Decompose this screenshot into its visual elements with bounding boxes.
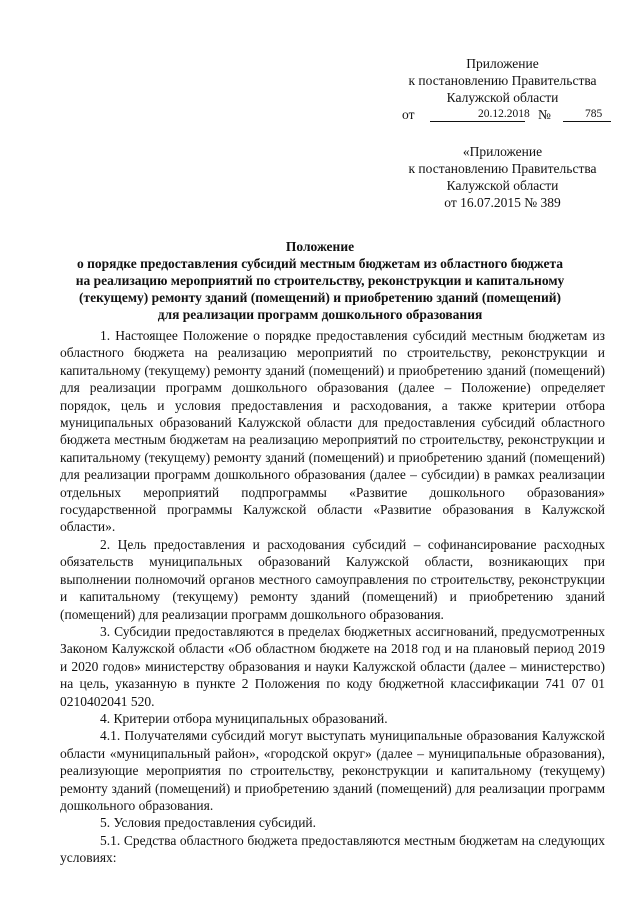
- title-line-1: о порядке предоставления субсидий местным бюджетам из областного бюджета: [76, 256, 564, 271]
- annex-title: Приложение: [466, 56, 539, 71]
- annex-old-date-line: от 16.07.2015 № 389: [444, 195, 561, 210]
- title-line-4: для реализации программ дошкольного образования: [157, 307, 483, 322]
- paragraph-4: 4. Критерии отбора муниципальных образований.: [100, 710, 388, 726]
- annex-header-original: [390, 143, 615, 211]
- title-line-3: (текущему) ремонту зданий (помещений) и приобретению зданий (помещений): [78, 290, 562, 305]
- paragraph-1: 1. Настоящее Положение о порядке предоставления субсидий местным бюджетам из областного бюджета на реализацию мероприятий по строительству, реконструкции и капитальному (текущему) ремонту зданий (помещений) и приобретению зданий (помещений) для реализации программ дошкольного образования (далее – Положение) определяет порядок, цель и условия предоставления и расходования, а также критерии отбора муниципальных образований Калужской области для предоставления субсидий областного бюджета местным бюджетам на реализацию мероприятий по строительству, реконструкции и капитальному (текущему) ремонту зданий (помещений) и приобретению зданий (помещений) для реализации программ дошкольного образования (далее – субсидии) в рамках реализации отдельных мероприятий подпрограммы «Развитие дошкольного образования» государственной программы Калужской области «Развитие образования в Калужской области».: [60, 328, 605, 535]
- annex-resolution-line: к постановлению Правительства: [408, 73, 597, 88]
- order-number: 785: [585, 108, 603, 120]
- annex-old-resolution-line: к постановлению Правительства: [408, 161, 597, 176]
- paragraph-3: 3. Субсидии предоставляются в пределах бюджетных ассигнований, предусмотренных Законом Калужской области «Об областном бюджете на 2018 год и на плановый период 2019 и 2020 годов» министерству образования и науки Калужской области (далее – министерство) на цель, указанную в пункте 2 Положения по коду бюджетной классификации 741 07 01 0210402041 520.: [60, 623, 605, 709]
- from-label: от: [402, 107, 415, 122]
- document-body: [60, 327, 605, 867]
- paragraph-5-1: 5.1. Средства областного бюджета предоставляются местным бюджетам на следующих условиях:: [60, 832, 605, 866]
- annex-order-row: [390, 106, 615, 123]
- order-date: 20.12.2018: [478, 108, 530, 120]
- document-title: [60, 238, 580, 323]
- annex-old-region-line: Калужской области: [446, 178, 559, 193]
- title-heading: Положение: [285, 239, 355, 254]
- paragraph-2: 2. Цель предоставления и расходования субсидий – софинансирование расходных обязательств муниципальных образований Калужской области, возникающих при выполнении полномочий органов местного самоуправления по строительству, реконструкции и капитальному (текущему) ремонту зданий (помещений) и приобретению зданий (помещений) для реализации программ дошкольного образования.: [60, 536, 605, 622]
- paragraph-4-1: 4.1. Получателями субсидий могут выступать муниципальные образования Калужской области «муниципальный район», «городской округ» (далее – муниципальные образования), реализующие мероприятия по строительству, реконструкции и капитальному (текущему) ремонту зданий (помещений) и приобретению зданий (помещений) для реализации программ дошкольного образования.: [60, 728, 605, 813]
- title-line-2: на реализацию мероприятий по строительству, реконструкции и капитальному: [75, 273, 565, 288]
- annex-region-line: Калужской области: [446, 90, 559, 105]
- annex-old-title: «Приложение: [462, 144, 543, 159]
- number-sign: №: [538, 107, 551, 122]
- annex-header-current: [390, 55, 615, 123]
- paragraph-5: 5. Условия предоставления субсидий.: [100, 815, 317, 831]
